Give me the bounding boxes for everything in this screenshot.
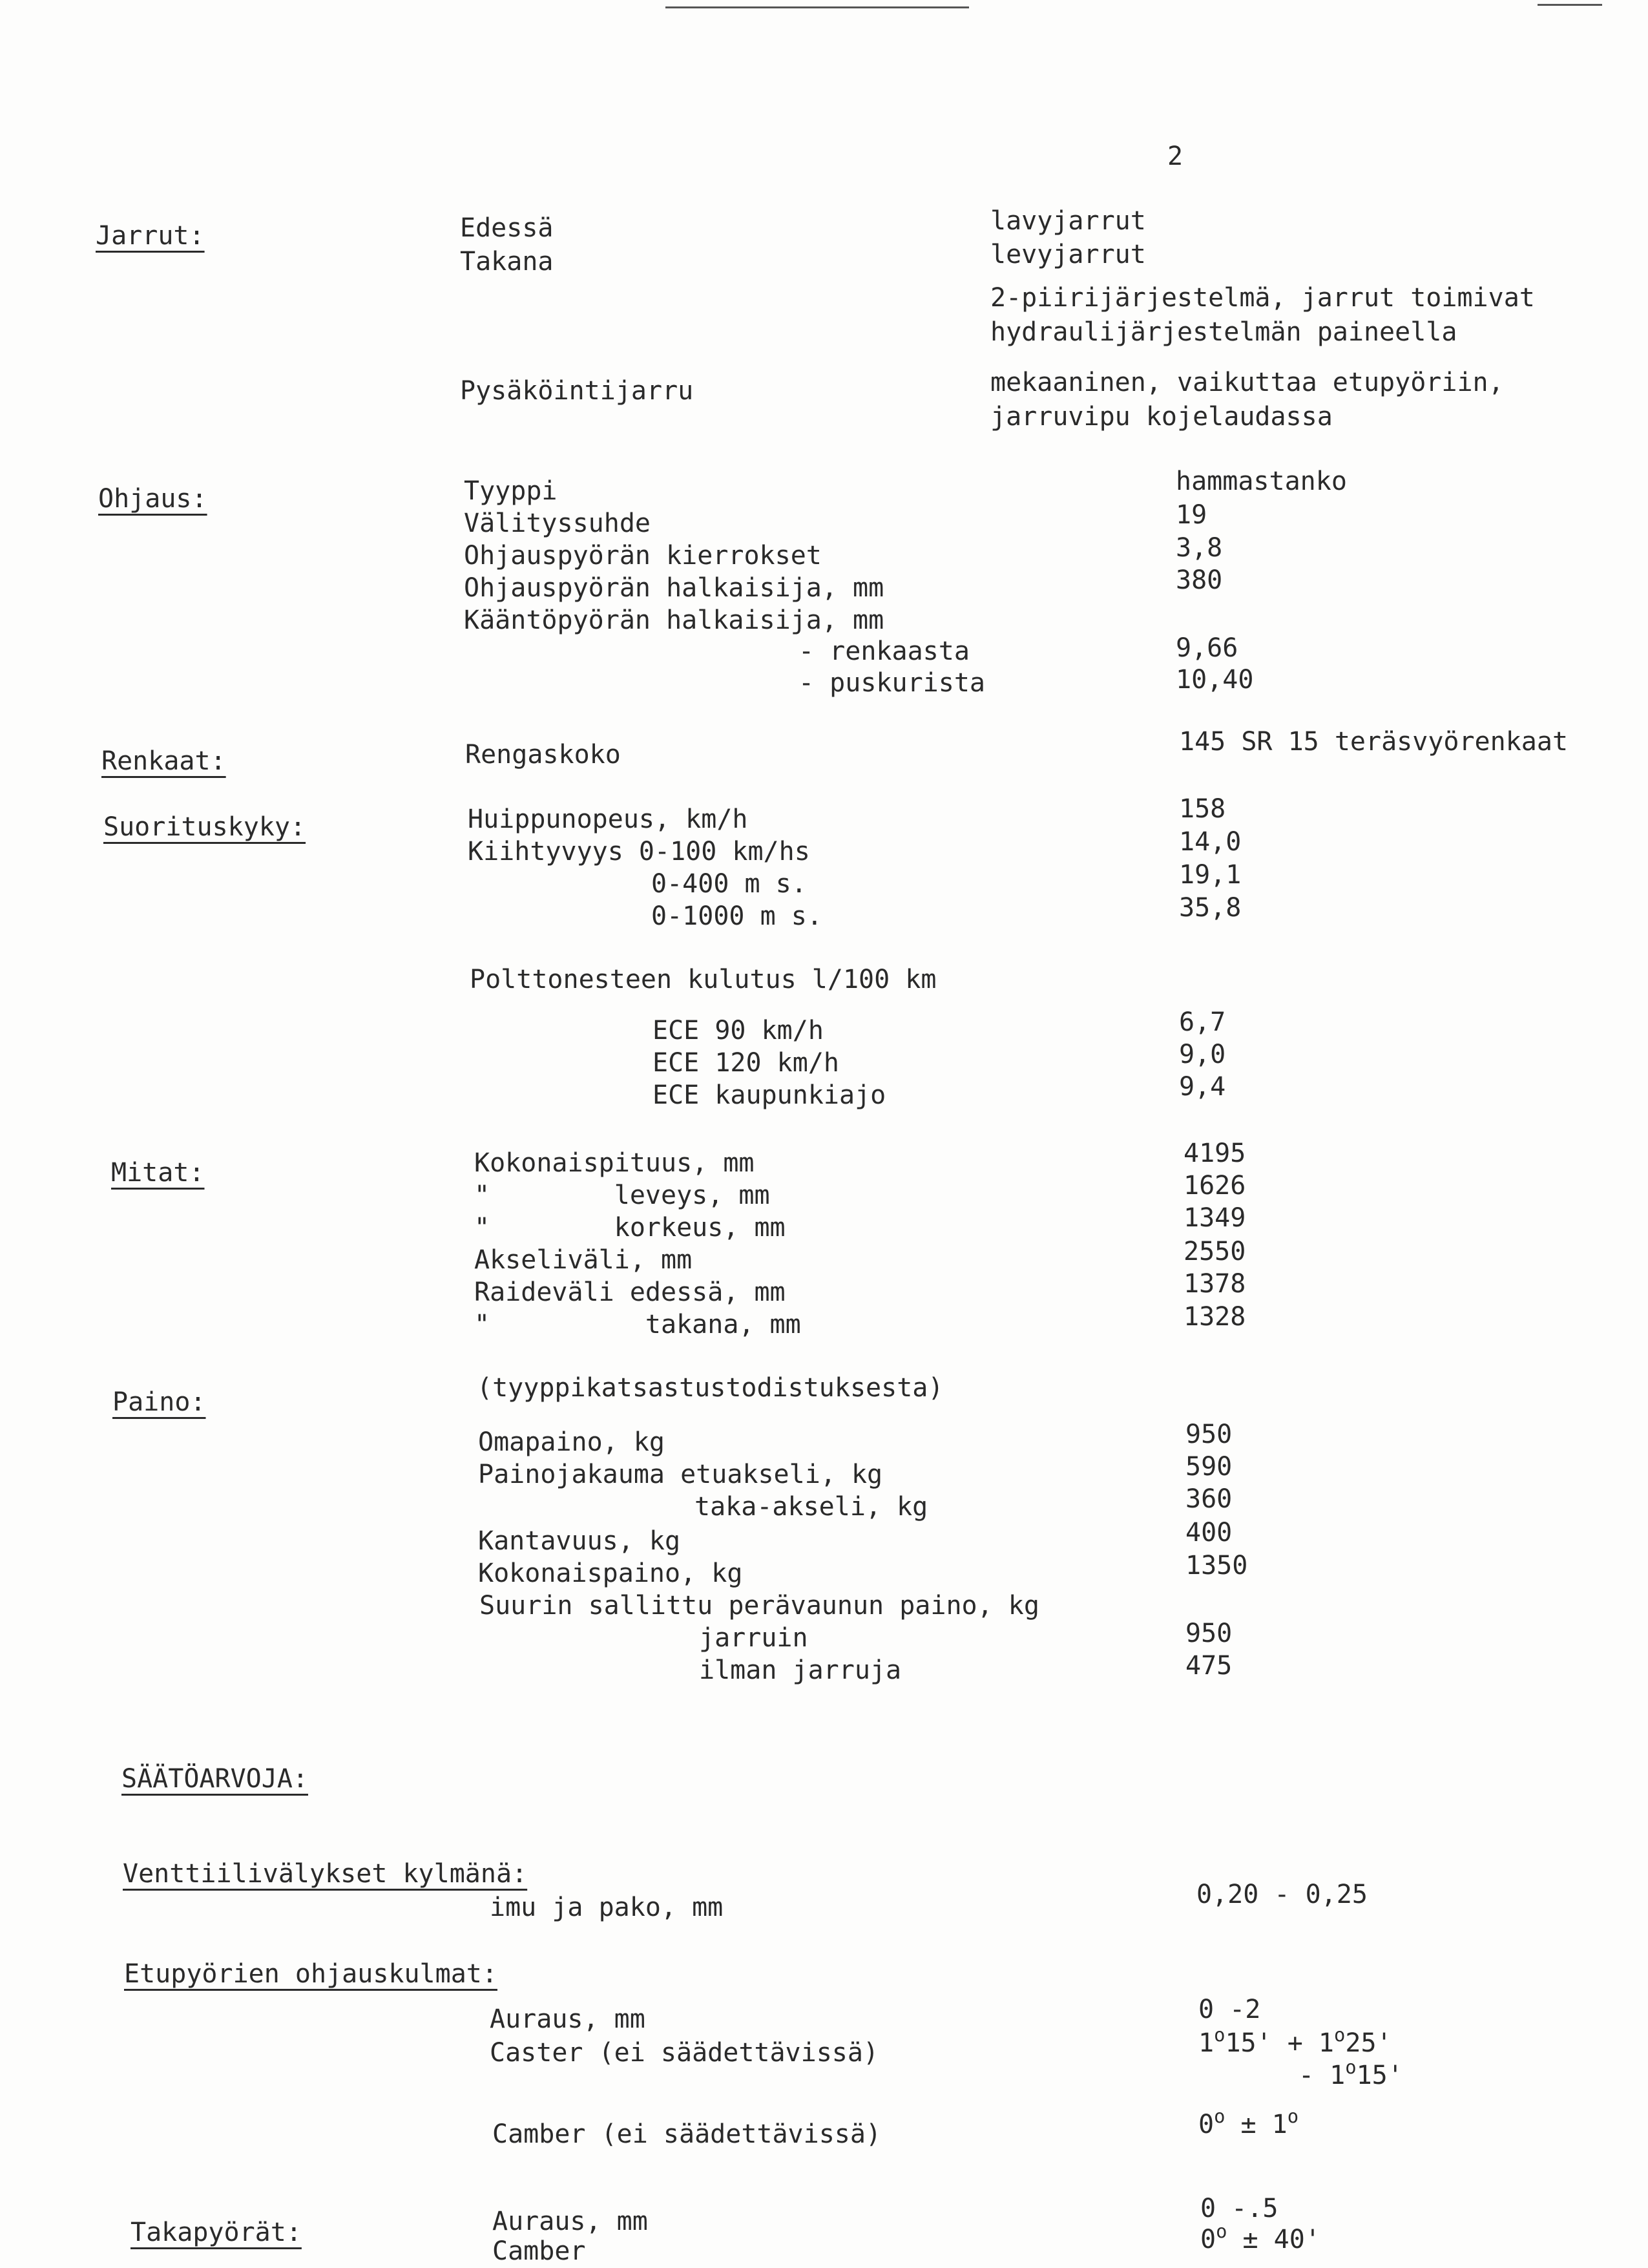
ohjaus-label-5: - renkaasta — [798, 636, 970, 666]
suorituskyky-label-3: 0-1000 m s. — [651, 901, 822, 931]
caster-value — [1198, 2024, 1392, 2058]
fuel-label-0: ECE 90 km/h — [652, 1016, 824, 1045]
takapyorat-heading: Takapyörät: — [130, 2218, 302, 2247]
suorituskyky-value-2: 19,1 — [1179, 860, 1242, 890]
mitat-value-1: 1626 — [1184, 1171, 1246, 1201]
suorituskyky-value-0: 158 — [1179, 794, 1226, 824]
jarrut-parking-label: Pysäköintijarru — [460, 376, 694, 406]
renkaat-value: 145 SR 15 teräsvyörenkaat — [1179, 727, 1569, 757]
mitat-heading: Mitat: — [111, 1158, 205, 1188]
auraus-label: Auraus, mm — [490, 2004, 645, 2034]
camber-value — [1198, 2105, 1299, 2139]
jarrut-system-line2: hydraulijärjestelmän paineella — [990, 317, 1457, 347]
ohjaus-label-0: Tyyppi — [464, 476, 558, 506]
ohjaus-label-4: Kääntöpyörän halkaisija, mm — [464, 605, 884, 635]
camber-value-a: 0 — [1198, 2110, 1215, 2139]
paino-value-4: 1350 — [1185, 1551, 1248, 1580]
suorituskyky-value-1: 14,0 — [1179, 827, 1242, 857]
paino-value-7: 475 — [1185, 1651, 1233, 1681]
taka-auraus-label: Auraus, mm — [492, 2207, 648, 2236]
jarrut-edessa-label: Edessä — [460, 213, 554, 243]
ohjaus-label-3: Ohjauspyörän halkaisija, mm — [464, 573, 884, 603]
fuel-value-2: 9,4 — [1179, 1072, 1226, 1102]
paino-note: (tyyppikatsastustodistuksesta) — [477, 1373, 944, 1403]
mitat-value-0: 4195 — [1184, 1139, 1246, 1168]
saatoarvoja-heading: SÄÄTÖARVOJA: — [121, 1764, 308, 1794]
jarrut-system-line1: 2-piirijärjestelmä, jarrut toimivat — [990, 283, 1535, 313]
suorituskyky-heading: Suorituskyky: — [103, 812, 306, 842]
paino-label-0: Omapaino, kg — [478, 1427, 665, 1457]
jarrut-takana-label: Takana — [460, 247, 554, 277]
mitat-value-3: 2550 — [1184, 1237, 1246, 1266]
caster-value-lower — [1299, 2056, 1403, 2090]
paino-value-3: 400 — [1185, 1518, 1233, 1548]
degree-sign: o — [1214, 2105, 1226, 2128]
paino-heading: Paino: — [112, 1387, 206, 1417]
paino-value-6: 950 — [1185, 1619, 1233, 1648]
ohjaus-value-5: 9,66 — [1176, 633, 1238, 663]
page-number: 2 — [1167, 142, 1184, 171]
ohjaus-label-1: Välityssuhde — [464, 509, 651, 538]
jarrut-takana-value: levyjarrut — [990, 240, 1146, 269]
ohjaus-value-2: 3,8 — [1176, 533, 1223, 563]
paino-label-5: Suurin sallittu perävaunun paino, kg — [479, 1591, 1039, 1621]
degree-sign: o — [1345, 2056, 1357, 2079]
degree-sign: o — [1216, 2220, 1227, 2243]
venttiili-heading: Venttiilivälykset kylmänä: — [123, 1859, 528, 1889]
paino-label-4: Kokonaispaino, kg — [478, 1559, 743, 1588]
mitat-label-4: Raideväli edessä, mm — [474, 1277, 786, 1307]
camber-label: Camber (ei säädettävissä) — [492, 2119, 882, 2149]
fuel-value-1: 9,0 — [1179, 1040, 1226, 1069]
ohjaus-value-3: 380 — [1176, 565, 1223, 595]
renkaat-heading: Renkaat: — [101, 746, 226, 776]
caster-label: Caster (ei säädettävissä) — [490, 2038, 879, 2068]
camber-value-b: ± 1 — [1225, 2110, 1288, 2139]
jarrut-heading: Jarrut: — [96, 221, 205, 251]
jarrut-edessa-value: lavyjarrut — [990, 206, 1146, 236]
suorituskyky-value-3: 35,8 — [1179, 893, 1242, 923]
suorituskyky-label-0: Huippunopeus, km/h — [468, 804, 748, 834]
mitat-label-0: Kokonaispituus, mm — [474, 1148, 755, 1178]
top-rule-right — [1538, 4, 1602, 6]
suorituskyky-label-1: Kiihtyvyys 0-100 km/hs — [468, 837, 810, 866]
etupyorat-heading: Etupyörien ohjauskulmat: — [124, 1959, 497, 1989]
paino-value-0: 950 — [1185, 1420, 1233, 1449]
taka-camber-value-a: 0 — [1200, 2225, 1216, 2254]
paino-label-3: Kantavuus, kg — [478, 1526, 681, 1556]
ohjaus-heading: Ohjaus: — [98, 484, 207, 514]
paino-label-1: Painojakauma etuakseli, kg — [478, 1460, 883, 1489]
suorituskyky-label-2: 0-400 m s. — [651, 869, 807, 899]
degree-sign: o — [1214, 2024, 1226, 2046]
top-rule-left — [665, 6, 969, 8]
renkaat-label: Rengaskoko — [465, 740, 621, 770]
ohjaus-value-1: 19 — [1176, 500, 1207, 530]
mitat-label-1: " leveys, mm — [474, 1181, 770, 1210]
fuel-value-0: 6,7 — [1179, 1007, 1226, 1037]
ohjaus-value-6: 10,40 — [1176, 665, 1254, 695]
caster-value-e: 15' — [1356, 2061, 1403, 2090]
fuel-label-2: ECE kaupunkiajo — [652, 1080, 886, 1110]
taka-auraus-value: 0 -.5 — [1200, 2194, 1278, 2223]
taka-camber-value — [1200, 2220, 1320, 2254]
paino-label-2: taka-akseli, kg — [694, 1492, 928, 1522]
ohjaus-label-2: Ohjauspyörän kierrokset — [464, 541, 822, 571]
jarrut-parking-line2: jarruvipu kojelaudassa — [990, 402, 1333, 432]
degree-sign: o — [1334, 2024, 1346, 2046]
paino-value-2: 360 — [1185, 1484, 1233, 1514]
mitat-value-4: 1378 — [1184, 1269, 1246, 1299]
taka-camber-value-b: ± 40' — [1227, 2225, 1320, 2254]
mitat-label-2: " korkeus, mm — [474, 1213, 786, 1243]
caster-value-b: 15' + 1 — [1225, 2028, 1335, 2058]
venttiili-value: 0,20 - 0,25 — [1196, 1880, 1368, 1909]
caster-value-a: 1 — [1198, 2028, 1215, 2058]
fuel-label-1: ECE 120 km/h — [652, 1048, 839, 1078]
caster-value-d: - 1 — [1299, 2061, 1346, 2090]
degree-sign: o — [1287, 2105, 1299, 2128]
venttiili-label: imu ja pako, mm — [490, 1893, 724, 1922]
ohjaus-value-0: hammastanko — [1176, 467, 1347, 496]
auraus-value: 0 -2 — [1198, 1995, 1261, 2024]
mitat-value-5: 1328 — [1184, 1302, 1246, 1332]
mitat-value-2: 1349 — [1184, 1203, 1246, 1233]
ohjaus-label-6: - puskurista — [798, 668, 985, 698]
taka-camber-label: Camber — [492, 2236, 586, 2266]
fuel-title: Polttonesteen kulutus l/100 km — [470, 965, 937, 994]
paino-label-7: ilman jarruja — [699, 1655, 902, 1685]
mitat-label-3: Akseliväli, mm — [474, 1245, 693, 1275]
mitat-label-5: " takana, mm — [474, 1310, 801, 1339]
paino-label-6: jarruin — [699, 1623, 808, 1653]
paino-value-1: 590 — [1185, 1452, 1233, 1482]
caster-value-c: 25' — [1345, 2028, 1392, 2058]
jarrut-parking-line1: mekaaninen, vaikuttaa etupyöriin, — [990, 368, 1504, 397]
